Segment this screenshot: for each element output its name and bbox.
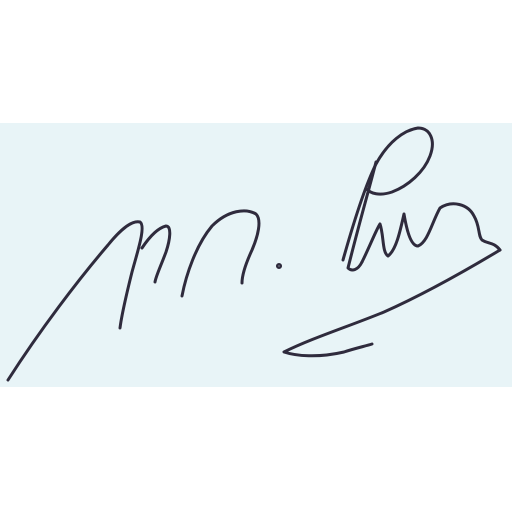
signature-stroke-trailing-letters [362, 204, 500, 262]
signature-stroke-m-second [142, 226, 170, 282]
signature-stroke-flourish [284, 250, 500, 356]
signature-stroke-m-first [8, 222, 142, 380]
signature-dot [277, 264, 281, 268]
signature-ink [8, 128, 500, 380]
signature-stroke-p-stem [348, 162, 376, 270]
signature-stroke-m-third [182, 211, 259, 296]
